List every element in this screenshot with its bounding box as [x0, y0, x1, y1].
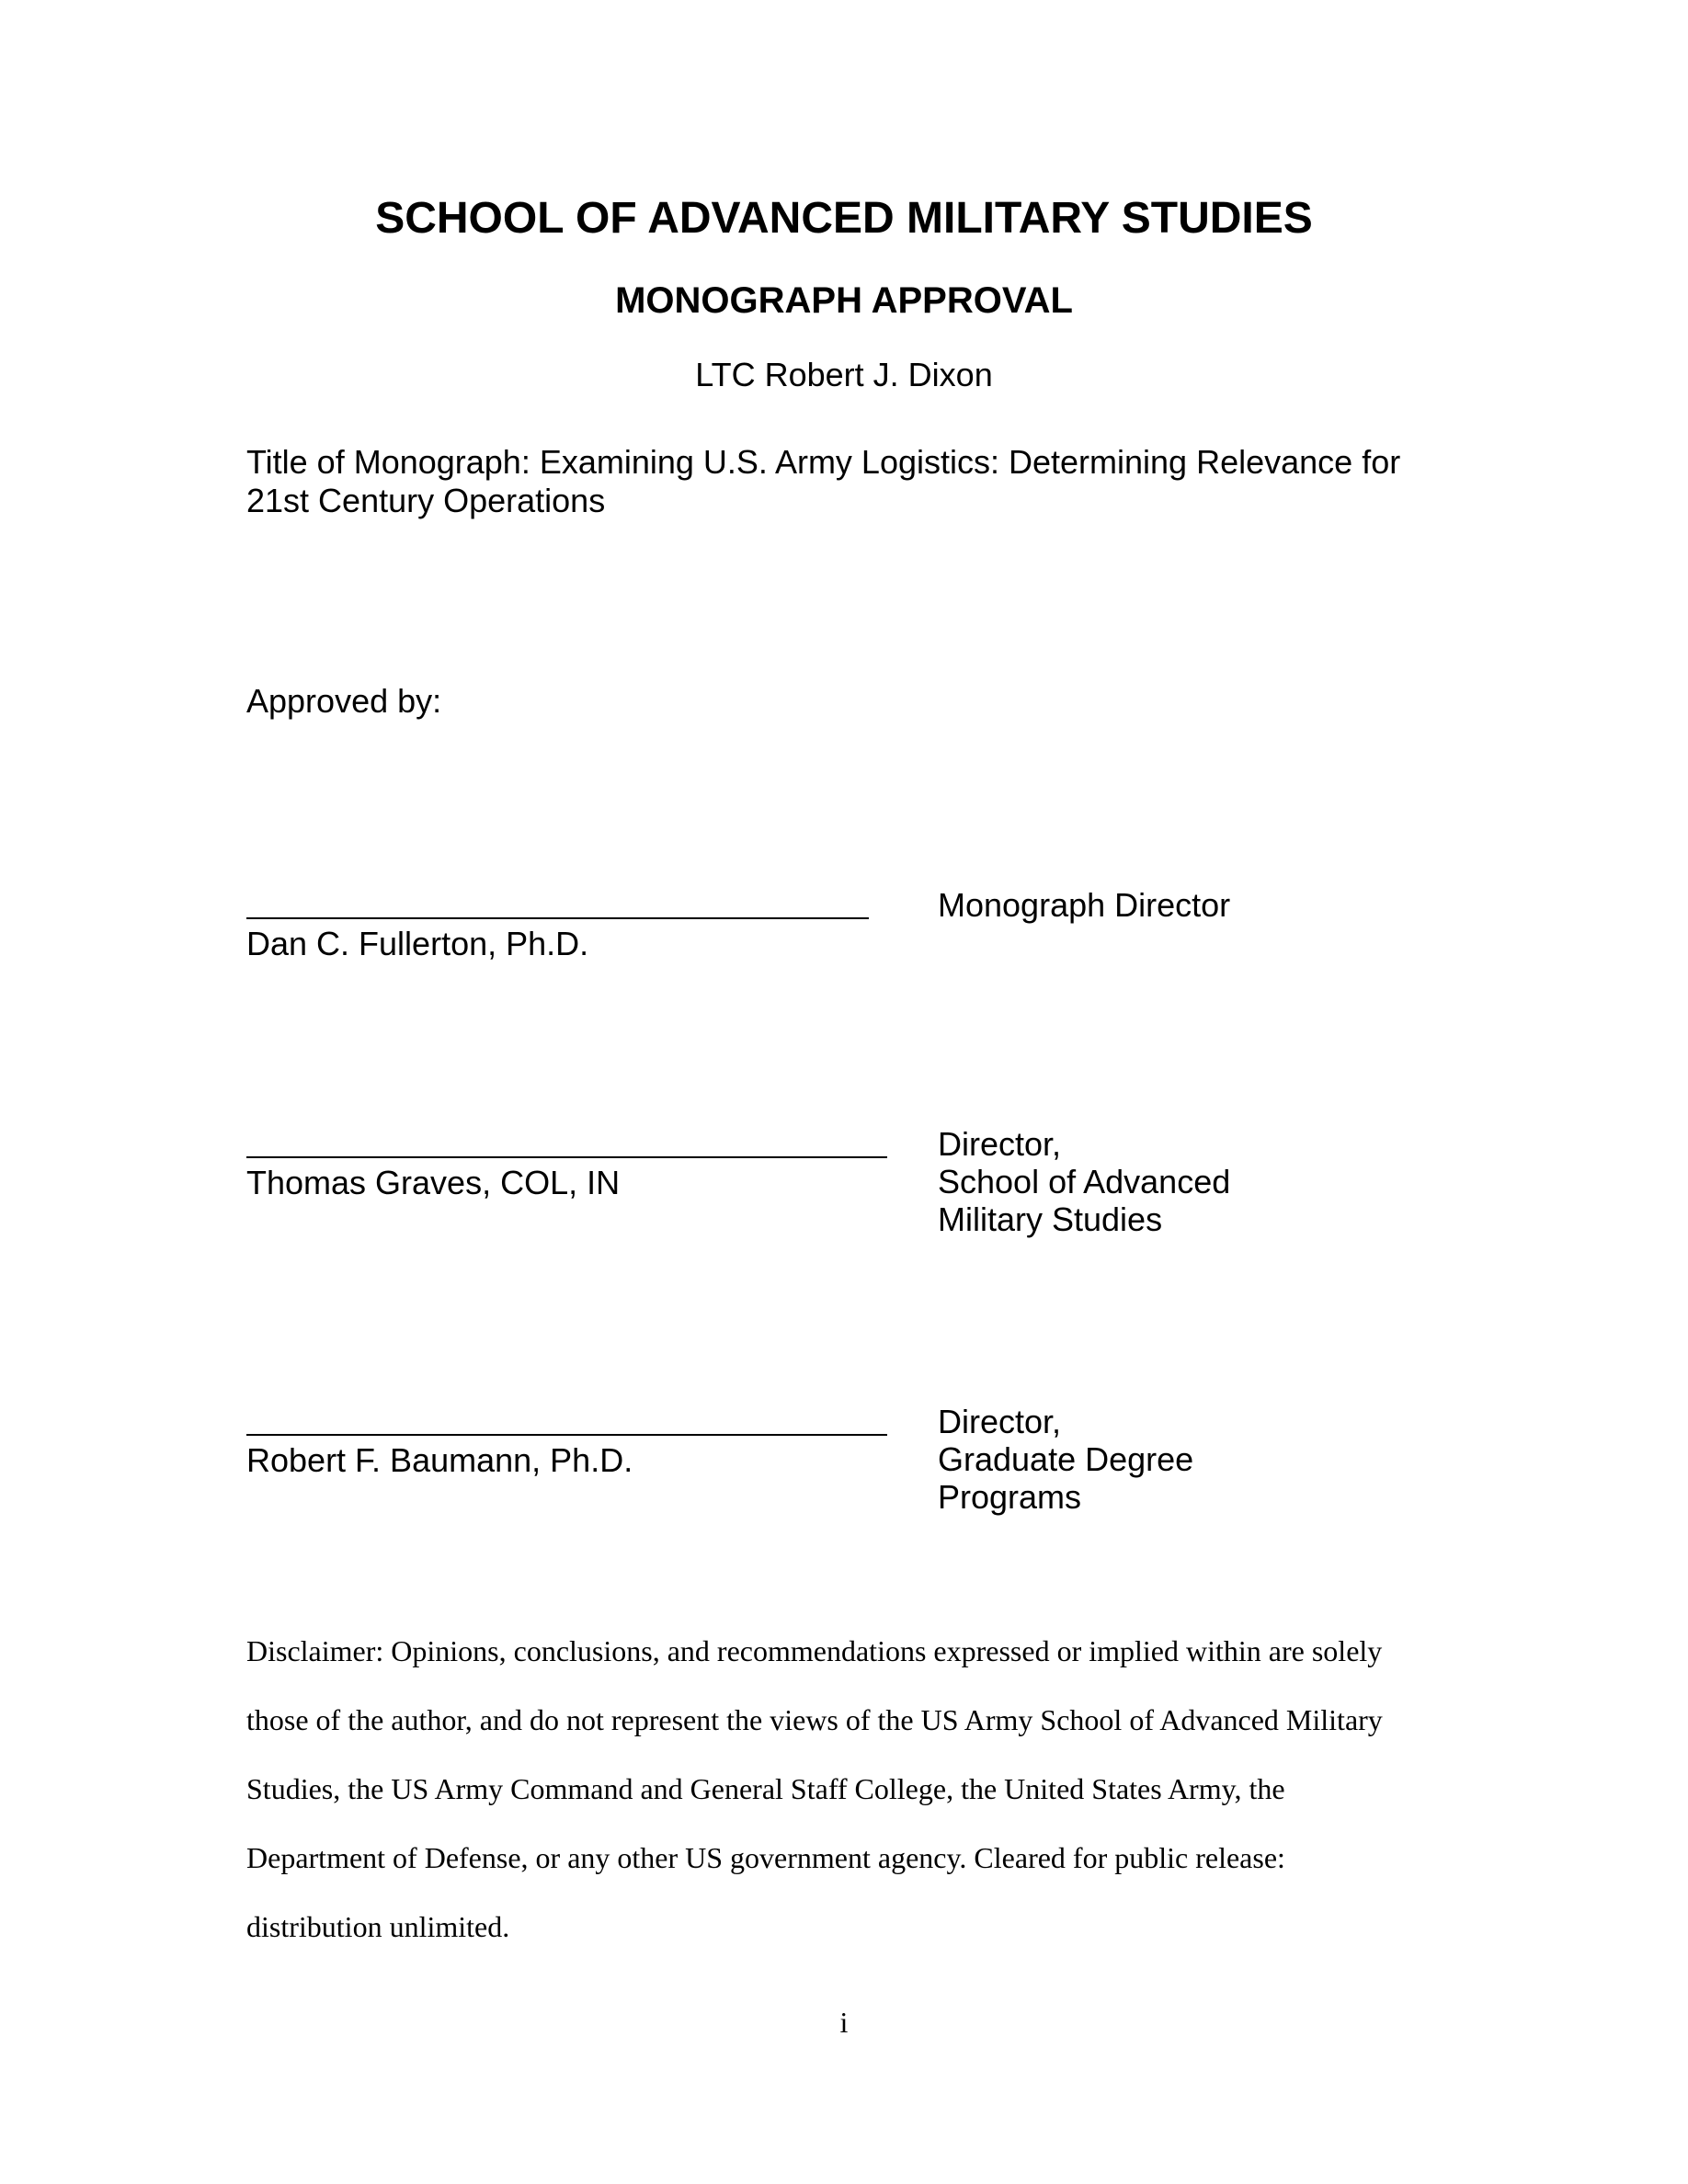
- signatory-role-line: Graduate Degree: [938, 1440, 1194, 1478]
- approved-by-label: Approved by:: [246, 682, 442, 720]
- page-number: i: [839, 2006, 849, 2039]
- signatory-role-line: Director,: [938, 1403, 1062, 1440]
- disclaimer-line: distribution unlimited.: [246, 1910, 510, 1943]
- document-subtitle: MONOGRAPH APPROVAL: [615, 280, 1073, 321]
- author-name: LTC Robert J. Dixon: [695, 356, 993, 393]
- signatory-name: Dan C. Fullerton, Ph.D.: [246, 925, 589, 962]
- signatory-name: Thomas Graves, COL, IN: [246, 1164, 621, 1201]
- signatory-name: Robert F. Baumann, Ph.D.: [246, 1441, 633, 1479]
- signatory-role-line: Military Studies: [938, 1200, 1163, 1238]
- school-title: SCHOOL OF ADVANCED MILITARY STUDIES: [375, 194, 1313, 243]
- disclaimer-line: Department of Defense, or any other US government agency. Cleared for public release:: [246, 1841, 1285, 1874]
- signatory-role-line: Programs: [938, 1478, 1082, 1516]
- signature-line: [246, 1434, 887, 1436]
- signatory-role-line: Monograph Director: [938, 886, 1231, 924]
- disclaimer-line: those of the author, and do not represent the views of the US Army School of Advanced Military: [246, 1703, 1383, 1736]
- disclaimer-line: Disclaimer: Opinions, conclusions, and recommendations expressed or implied within are solely: [246, 1634, 1383, 1667]
- signatory-role-line: Director,: [938, 1125, 1062, 1163]
- signature-line: [246, 1156, 887, 1158]
- disclaimer-line: Studies, the US Army Command and General Staff College, the United States Army, the: [246, 1772, 1285, 1805]
- signature-line: [246, 917, 869, 919]
- monograph-title-line: Title of Monograph: Examining U.S. Army Logistics: Determining Relevance for: [246, 443, 1401, 481]
- signatory-role-line: School of Advanced: [938, 1163, 1231, 1200]
- monograph-title-line: 21st Century Operations: [246, 482, 606, 519]
